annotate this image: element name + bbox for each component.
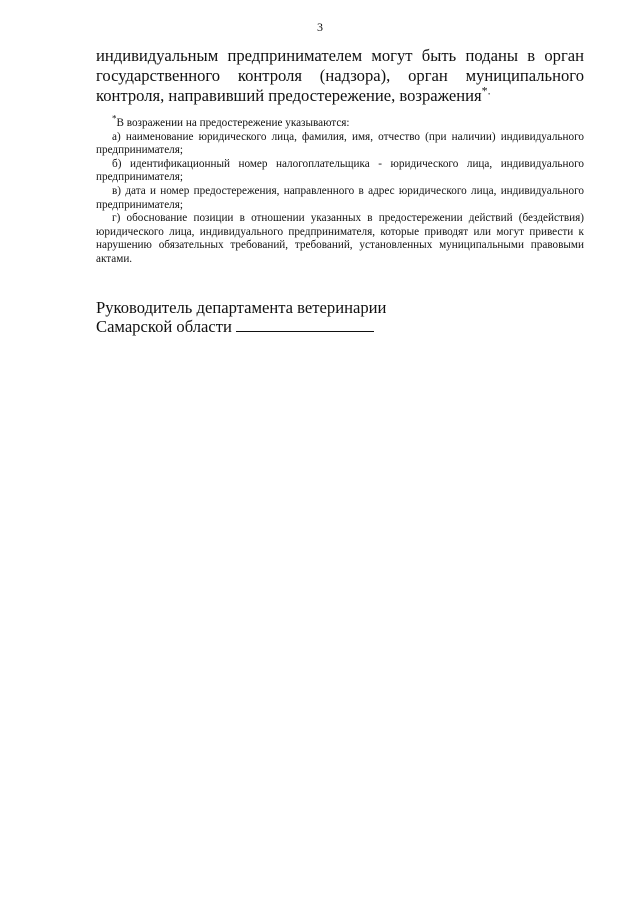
signature-block: [96, 298, 584, 336]
footnote-item-v: в) дата и номер предостережения, направленного в адрес юридического лица, индивидуального предпринимателя;: [96, 184, 584, 211]
footnote-block: [96, 113, 584, 267]
footnote-intro: [96, 113, 584, 131]
page-number: 3: [317, 20, 323, 34]
signature-line: [236, 317, 374, 332]
main-paragraph: [96, 46, 584, 106]
footnote-intro-text: В возражении на предостережение указываются:: [116, 117, 350, 129]
signature-region-row: [96, 317, 584, 336]
footnote-item-a: а) наименование юридического лица, фамилия, имя, отчество (при наличии) индивидуального предпринимателя;: [96, 130, 584, 157]
signature-region: Самарской области: [96, 317, 232, 336]
main-paragraph-text: индивидуальным предпринимателем могут быть поданы в орган государственного контроля (надзора), орган муниципального контроля, направивший предостережение, возражения: [96, 46, 584, 105]
footnote-reference: *.: [481, 83, 491, 98]
signature-title: Руководитель департамента ветеринарии: [96, 298, 387, 317]
footnote-marker: *: [112, 113, 117, 124]
footnote-item-b: б) идентификационный номер налогоплательщика - юридического лица, индивидуального предпринимателя;: [96, 157, 584, 184]
footnote-item-g: г) обоснование позиции в отношении указанных в предостережении действий (бездействия) юридического лица, индивидуального предпринимателя, которые приводят или могут привести к нарушению обязательных требований, требований, установленных муниципальными правовыми актами.: [96, 212, 584, 265]
